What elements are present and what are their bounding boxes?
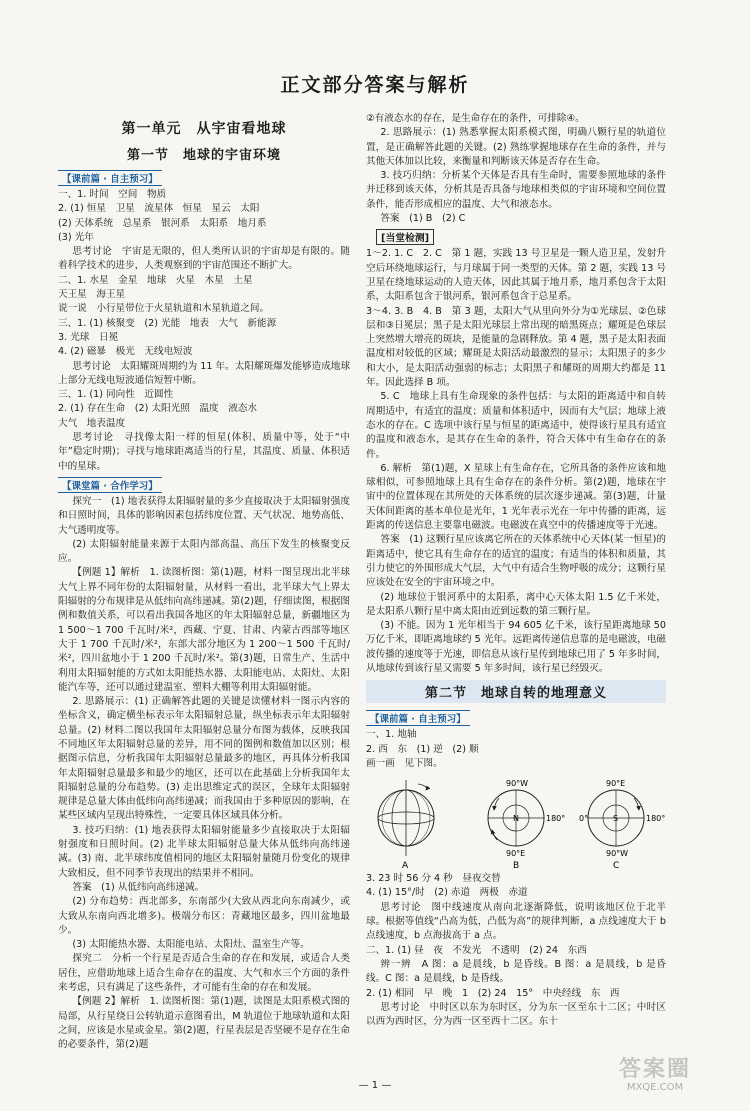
- label-s: S: [613, 814, 619, 824]
- south-polar-view: [579, 779, 665, 870]
- think-discuss: 思考讨论 寻找像太阳一样的恒星(体积、质量中等，处于“中年”稳定时期)；寻找与地球距离适当的行星，其温度、质量、体积适中的星球。: [58, 432, 350, 472]
- label-n: N: [513, 814, 519, 824]
- answer-line: 2. 西 东 (1) 逆 (2) 顺: [366, 743, 479, 755]
- answer-line: 大气 地表温度: [58, 417, 126, 429]
- watermark-url: MXQE.COM: [626, 1082, 684, 1093]
- watermark: [600, 1058, 710, 1093]
- label-c: C: [613, 861, 620, 871]
- answer-line: 一、1. 地轴: [366, 729, 417, 741]
- label-90w-b: 90°W: [506, 779, 529, 789]
- answer-line: 画一画 见下图。: [366, 757, 443, 769]
- answer-text: 1～2. 1. C 2. C 第 1 题，实践 13 号卫星是一颗人造卫星，发射升空后环绕地球运行，与月球属于同一类型的天体。第 2 题，实践 13 号卫星在绕地球运动的人造天体，因此其属于地月系，地月系包含于太阳系，太阳系包含于银河系，银河系包含于总星系。: [366, 248, 666, 303]
- section-title: 第一节 地球的宇宙环境: [126, 148, 281, 163]
- answer-line: 2. (1) 相同 早 晚 1 (2) 24 15° 中央经线 东 西: [366, 987, 620, 999]
- answer-text: 答案 (1) 这颗行星应该离它所在的天体系统中心天体(某一恒星)的距离适中，使它具有生命存在的适宜的温度；有适当的体积和质量，其引力使它的外围形成大气层，大气中有适合生物呼吸的成分；这颗行星应该处在安全的宇宙环境之中。: [366, 534, 666, 589]
- page-number: — 1 —: [358, 1080, 392, 1091]
- answer-line: 二、1. 水星 金星 地球 火星 木星 土星: [58, 274, 253, 286]
- label-0-c: 0°: [579, 814, 589, 824]
- tag-check: [当堂检测]: [376, 229, 434, 245]
- label-90e-c: 90°E: [606, 779, 626, 789]
- unit-title: 第一单元 从宇宙看地球: [121, 121, 287, 137]
- label-180-c: 180°: [646, 814, 666, 824]
- page-title: 正文部分答案与解析: [280, 74, 470, 96]
- answer-line: 4. (1) 15°/时 (2) 赤道 两极 赤道: [366, 887, 528, 899]
- think-discuss: 思考讨论 图中线速度从南向北逐渐降低，说明该地区位于北半球。根据等值线“凸高为低，凸低为高”的规律判断，a 点线速度大于 b 点线速度，b 点海拔高于 a 点。: [366, 901, 666, 942]
- tag-class: 【课堂篇 · 合作学习】: [58, 477, 162, 493]
- answer-text: 6. 解析 第(1)题，X 星球上有生命存在，它所具备的条件应该和地球相似，可参照地球上具有生命存在的条件分析。第(2)题，地球在宇宙中的位置体现在其所处的天体系统的层次逐步递减。第(3)题，计量天体间距离的基本单位是光年，1 光年表示光在一年中传播的距离，远距离的传送信息主要靠电磁波。电磁波在真空中的传播速度等于光速。: [366, 462, 666, 532]
- explore-text: (2) 太阳辐射能量来源于太阳内部高温、高压下发生的核聚变反应。: [58, 538, 350, 565]
- analysis-text: 3. 技巧归纳：分析某个天体是否具有生命时，需要参照地球的条件并迁移到该天体，分析其是否具备与地球相类似的宇宙环境和空间位置条件，能否形成相应的温度、大气和液态水。: [366, 170, 666, 210]
- answer-line: 天王星 海王星: [58, 289, 126, 301]
- label-b: B: [513, 861, 520, 871]
- left-column: [58, 112, 350, 1053]
- north-polar-view: [488, 779, 565, 870]
- example-analysis: 3. 技巧归纳：(1) 地表获得太阳辐射能量多少直接取决于太阳辐射强度和日照时间。(2) 北半球太阳辐射总量大体从低纬向高纬递减。(3) 南、北半球纬度值相同的地区太阳辐射量随月份变化的规律大致相反，但不同季节表现出的结果并不相同。: [58, 824, 350, 879]
- say-it: 说一说 小行星带位于火星轨道和木星轨道之间。: [58, 303, 270, 315]
- earth-rotation-diagrams: [366, 774, 666, 870]
- label-90e-b: 90°E: [506, 849, 526, 859]
- answer-text: (3) 太阳能热水器、太阳能电站、太阳灶、温室生产等。: [72, 939, 310, 951]
- watermark-logo: 答案圈: [618, 1057, 691, 1082]
- answer-line: 3. 23 时 56 分 4 秒 昼夜交替: [366, 873, 501, 885]
- answer-line: 一、1. 时间 空间 物质: [58, 189, 167, 200]
- answer-text: 3～4. 3. B 4. B 第 3 题，太阳大气从里向外分为①光球层、②色球层和③日冕层；黑子是太阳光球层上常出现的暗黑斑点；耀斑是色球层上突然增大增亮的斑块，是能量的急剧释放。第 4 题，黑子是太阳表面温度相对较低的区域；耀斑是太阳活动最激烈的显示；太阳黑子的多少和大小，是太阳活动强弱的标志；太阳黑子和耀斑的周期大约都是 11 年。因此选择 B 项。: [366, 305, 667, 389]
- explore-text: 探究一 (1) 地表获得太阳辐射量的多少直接取决于太阳辐射强度和日照时间，具体的影响因素包括纬度位置、天气状况、地势高低、大气透明度等。: [58, 495, 350, 536]
- rotation-diagram-svg: [366, 774, 666, 870]
- example-analysis: 2. 思路展示：(1) 正确解答此题的关键是读懂材料一图示内容的坐标含义，确定横坐标表示年太阳辐射总量，纵坐标表示年太阳辐射总量。(2) 材料二图以我国年太阳辐射总量分布图为载体，反映我国不同地区年太阳辐射总量的差异，用不同的图例和数值加以区别；根据图示信息，分析我国年太阳辐射总量最多的地区，再具体分析我国年太阳辐射总量最多和最少的地区，还可以在此基础上分析我国年太阳辐射总量的分布趋势。(3) 走出思维定式的误区，全球年太阳辐射规律是总量大体由低纬向高纬递减；而我国由于多种原因的影响，在某些区域内呈现出特殊性，一定要具体区域具体分析。: [58, 696, 350, 822]
- label-a: A: [402, 861, 409, 871]
- answer-line: 二、1. (1) 昼 夜 不发光 不透明 (2) 24 东西: [366, 944, 587, 956]
- example-analysis: 【例题 1】解析 1. 读图析图：第(1)题，材料一图呈现出北半球大气上界不同年份的太阳辐射量，从材料一看出，北半球大气上界太阳辐射的分布规律是从低纬向高纬递减。第(2)题，仔细读图，根据图例和数值关系，可以看出我国各地区的年太阳辐射总量，新疆地区为 1 500～1 700 千瓦时/米²，西藏、宁夏、甘肃、内蒙古西部等地区大于 1 700 千瓦时/米²，东部大部分地区为 1 200～1 500 千瓦时/米²，四川盆地小于 1 200 千瓦时/米²。第(3)题，日常生产、生活中利用太阳辐射能的方式如太阳能热水器、太阳能电站、太阳灶、太阳能汽车等，还可以通过建温室、塑料大棚等利用太阳辐射能。: [58, 567, 350, 693]
- answer-line: (3) 光年: [58, 231, 94, 243]
- answer-line: (2) 天体系统 总星系 银河系 太阳系 地月系: [58, 217, 267, 229]
- answer-line: 三、1. (1) 同向性 近圆性: [58, 389, 174, 401]
- think-discuss: 思考讨论 宇宙是无限的，但人类所认识的宇宙却是有限的。随着科学技术的进步，人类观察到的宇宙范围还不断扩大。: [58, 246, 350, 272]
- answer-line: 2. (1) 存在生命 (2) 太阳光照 温度 液态水: [58, 403, 257, 415]
- think-discuss: 思考讨论 太阳耀斑周期约为 11 年。太阳耀斑爆发能够造成地球上部分无线电短波通信短暂中断。: [58, 360, 350, 386]
- label-90w-c: 90°W: [606, 849, 629, 859]
- explore-text: 探究二 分析一个行星是否适合生命的存在和发展，或适合人类居住，应借助地球上适合生命存在的温度、大气和水三个方面的条件来考虑，只有满足了这些条件，才可能有生命的存在和发展。: [58, 953, 350, 994]
- answer-line: 4. (2) 磁暴 极光 无线电短波: [58, 346, 193, 358]
- tag-preview2: 【课前篇 · 自主预习】: [366, 710, 470, 726]
- answer-line: 三、1. (1) 核聚变 (2) 光能 地表 大气 新能源: [58, 317, 277, 329]
- think-discuss: 思考讨论 中时区以东为东时区，分为东一区至东十二区；中时区以西为西时区，分为西一区至西十二区。东十: [366, 1001, 666, 1028]
- section2-title: 第二节 地球自转的地理意义: [366, 680, 666, 703]
- label-180-b: 180°: [546, 814, 566, 824]
- tag-preview: 【课前篇 · 自主预习】: [58, 170, 162, 186]
- answer-text: (2) 分布趋势：西北部多，东南部少(大致从西北向东南减少，或大致从东南向西北增多)。极端分布区：青藏地区最多，四川盆地最少。: [58, 896, 350, 936]
- answer-line: 2. (1) 恒星 卫星 流星体 恒星 星云 太阳: [58, 203, 260, 215]
- distinguish: 辨一辨 A 图：a 是晨线，b 是昏线。B 图：a 是晨线，b 是昏线。C 图：a 是晨线，b 是昏线。: [366, 958, 666, 985]
- analysis-text: 2. 思路展示：(1) 熟悉掌握太阳系模式图，明确八颗行星的轨道位置，是正确解答此题的关键。(2) 熟练掌握地球存在生命的条件，并与其他天体加以比较，来衡量和判断该天体是否存在生命。: [366, 127, 666, 167]
- example-analysis: 【例题 2】解析 1. 读图析图：第(1)题，读图是太阳系模式图的局部，从行星绕日公转轨道示意图看出，M 轨道位于地球轨道和太阳之间，应该是水星或金星。第(2)题，行星表层是否坚硬不是存在生命的必要条件，第(2)题: [58, 996, 350, 1051]
- answer-line: 3. 光球 日冕: [58, 331, 119, 343]
- answer-text: 5. C 地球上具有生命现象的条件包括：与太阳的距离适中和自转周期适中，有适宜的温度；质量和体积适中，因而有大气层；地球上液态水的存在。C 选项中该行星与恒星的距离适中，使得该行星具有适宜的温度和液态水，是其存在生命的条件，符合天体中有生命存在的条件。: [366, 391, 666, 460]
- answer-text: (2) 地球位于银河系中的太阳系，离中心天体太阳 1.5 亿千米处，是太阳系八颗行星中离太阳由近到远数的第三颗行星。: [366, 591, 666, 617]
- answer-text: 答案 (1) B (2) C: [380, 213, 466, 225]
- answer-line: ②有液态水的存在，是生命存在的条件，可排除④。: [366, 113, 585, 124]
- answer-text: 答案 (1) 从低纬向高纬递减。: [72, 881, 205, 893]
- globe-side-view: [378, 780, 434, 870]
- right-column: [366, 112, 666, 1029]
- answer-text: (3) 不能。因为 1 光年相当于 94 605 亿千米，该行星距离地球 50 万亿千米，即距离地球约 5 光年。远距离传递信息靠的是电磁波，电磁波传播的速度等于光速，即信息从该行星传到地球已用了 5 年多时间，从地球传到该行星又需要 5 年多时间，该行星已经毁灭。: [366, 620, 667, 674]
